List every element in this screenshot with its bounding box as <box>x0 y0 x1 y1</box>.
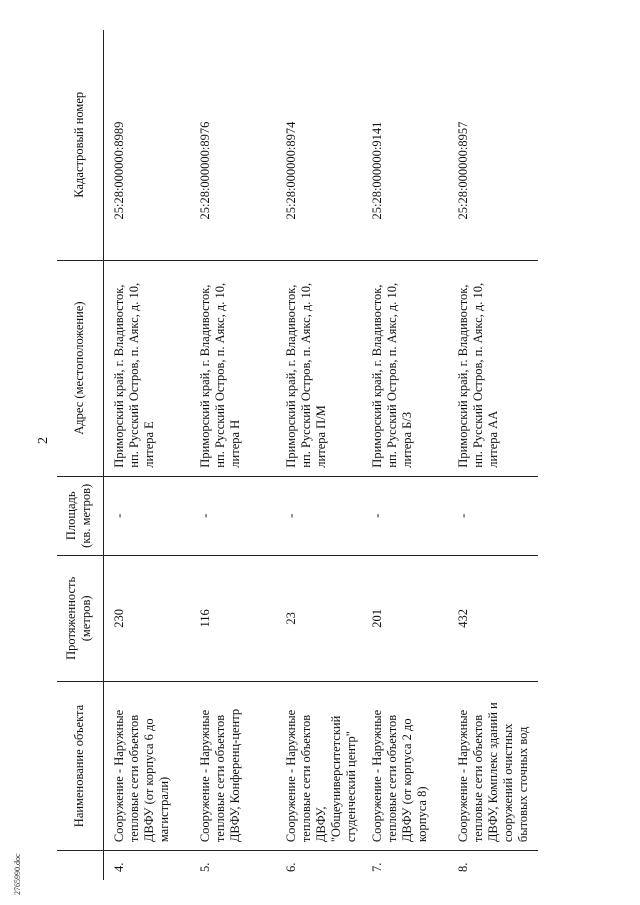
row-number: 6. <box>284 862 298 872</box>
row-area: - <box>452 476 538 555</box>
row-length: 116 <box>194 555 280 681</box>
row-length: 23 <box>280 555 366 681</box>
row-name: Сооружение - Наружные тепловые сети объектов ДВФУ (от корпуса 2 до корпуса 8) <box>366 681 452 850</box>
row-area: - <box>366 476 452 555</box>
row-name: Сооружение - Наружные тепловые сети объектов ДВФУ, "Общеуниверситетский студенческий центр" <box>280 681 366 850</box>
row-area: - <box>104 476 195 555</box>
rotated-table-container <box>57 30 617 880</box>
row-number: 4. <box>112 862 126 872</box>
header-cadastral: Кадастровый номер <box>57 30 104 260</box>
document-footer-filename: 2765990.doc <box>13 853 22 895</box>
row-cadastral: 25:28:000000:8976 <box>194 30 280 260</box>
row-address: Приморский край, г. Владивосток, нп. Русский Остров, п. Аякс, д. 10, литера АА <box>452 260 538 476</box>
table-row <box>194 30 280 880</box>
row-address: Приморский край, г. Владивосток, нп. Русский Остров, п. Аякс, д. 10, литера П/М <box>280 260 366 476</box>
table-row <box>452 30 538 880</box>
row-length: 230 <box>104 555 195 681</box>
header-length: Протяженность (метров) <box>57 555 104 681</box>
objects-table <box>57 30 538 880</box>
row-number: 8. <box>456 862 470 872</box>
row-address: Приморский край, г. Владивосток, нп. Русский Остров, п. Аякс, д. 10, литера Н <box>194 260 280 476</box>
table-row <box>366 30 452 880</box>
row-number: 5. <box>198 862 212 872</box>
row-cadastral: 25:28:000000:8957 <box>452 30 538 260</box>
row-number: 7. <box>370 862 384 872</box>
header-address: Адрес (местоположение) <box>57 260 104 476</box>
table-row <box>104 30 195 880</box>
header-area: Площадь (кв. метров) <box>57 476 104 555</box>
table-row <box>280 30 366 880</box>
row-cadastral: 25:28:000000:8989 <box>104 30 195 260</box>
header-name: Наименование объекта <box>57 681 104 850</box>
row-area: - <box>194 476 280 555</box>
row-name: Сооружение - Наружные тепловые сети объектов ДВФУ, Комплекс зданий и сооружений очистных бытовых сточных вод <box>452 681 538 850</box>
row-name: Сооружение - Наружные тепловые сети объектов ДВФУ, Конференц-центр <box>194 681 280 850</box>
row-length: 432 <box>452 555 538 681</box>
row-address: Приморский край, г. Владивосток, нп. Русский Остров, п. Аякс, д. 10, литера Е <box>104 260 195 476</box>
row-length: 201 <box>366 555 452 681</box>
page-number: 2 <box>36 437 51 444</box>
table-header-row <box>57 30 104 880</box>
header-number <box>57 851 104 880</box>
row-name: Сооружение - Наружные тепловые сети объектов ДВФУ (от корпуса 6 до магистрали) <box>104 681 195 850</box>
row-address: Приморский край, г. Владивосток, нп. Русский Остров, п. Аякс, д. 10, литера Б/З <box>366 260 452 476</box>
row-area: - <box>280 476 366 555</box>
row-cadastral: 25:28:000000:8974 <box>280 30 366 260</box>
row-cadastral: 25:28:000000:9141 <box>366 30 452 260</box>
